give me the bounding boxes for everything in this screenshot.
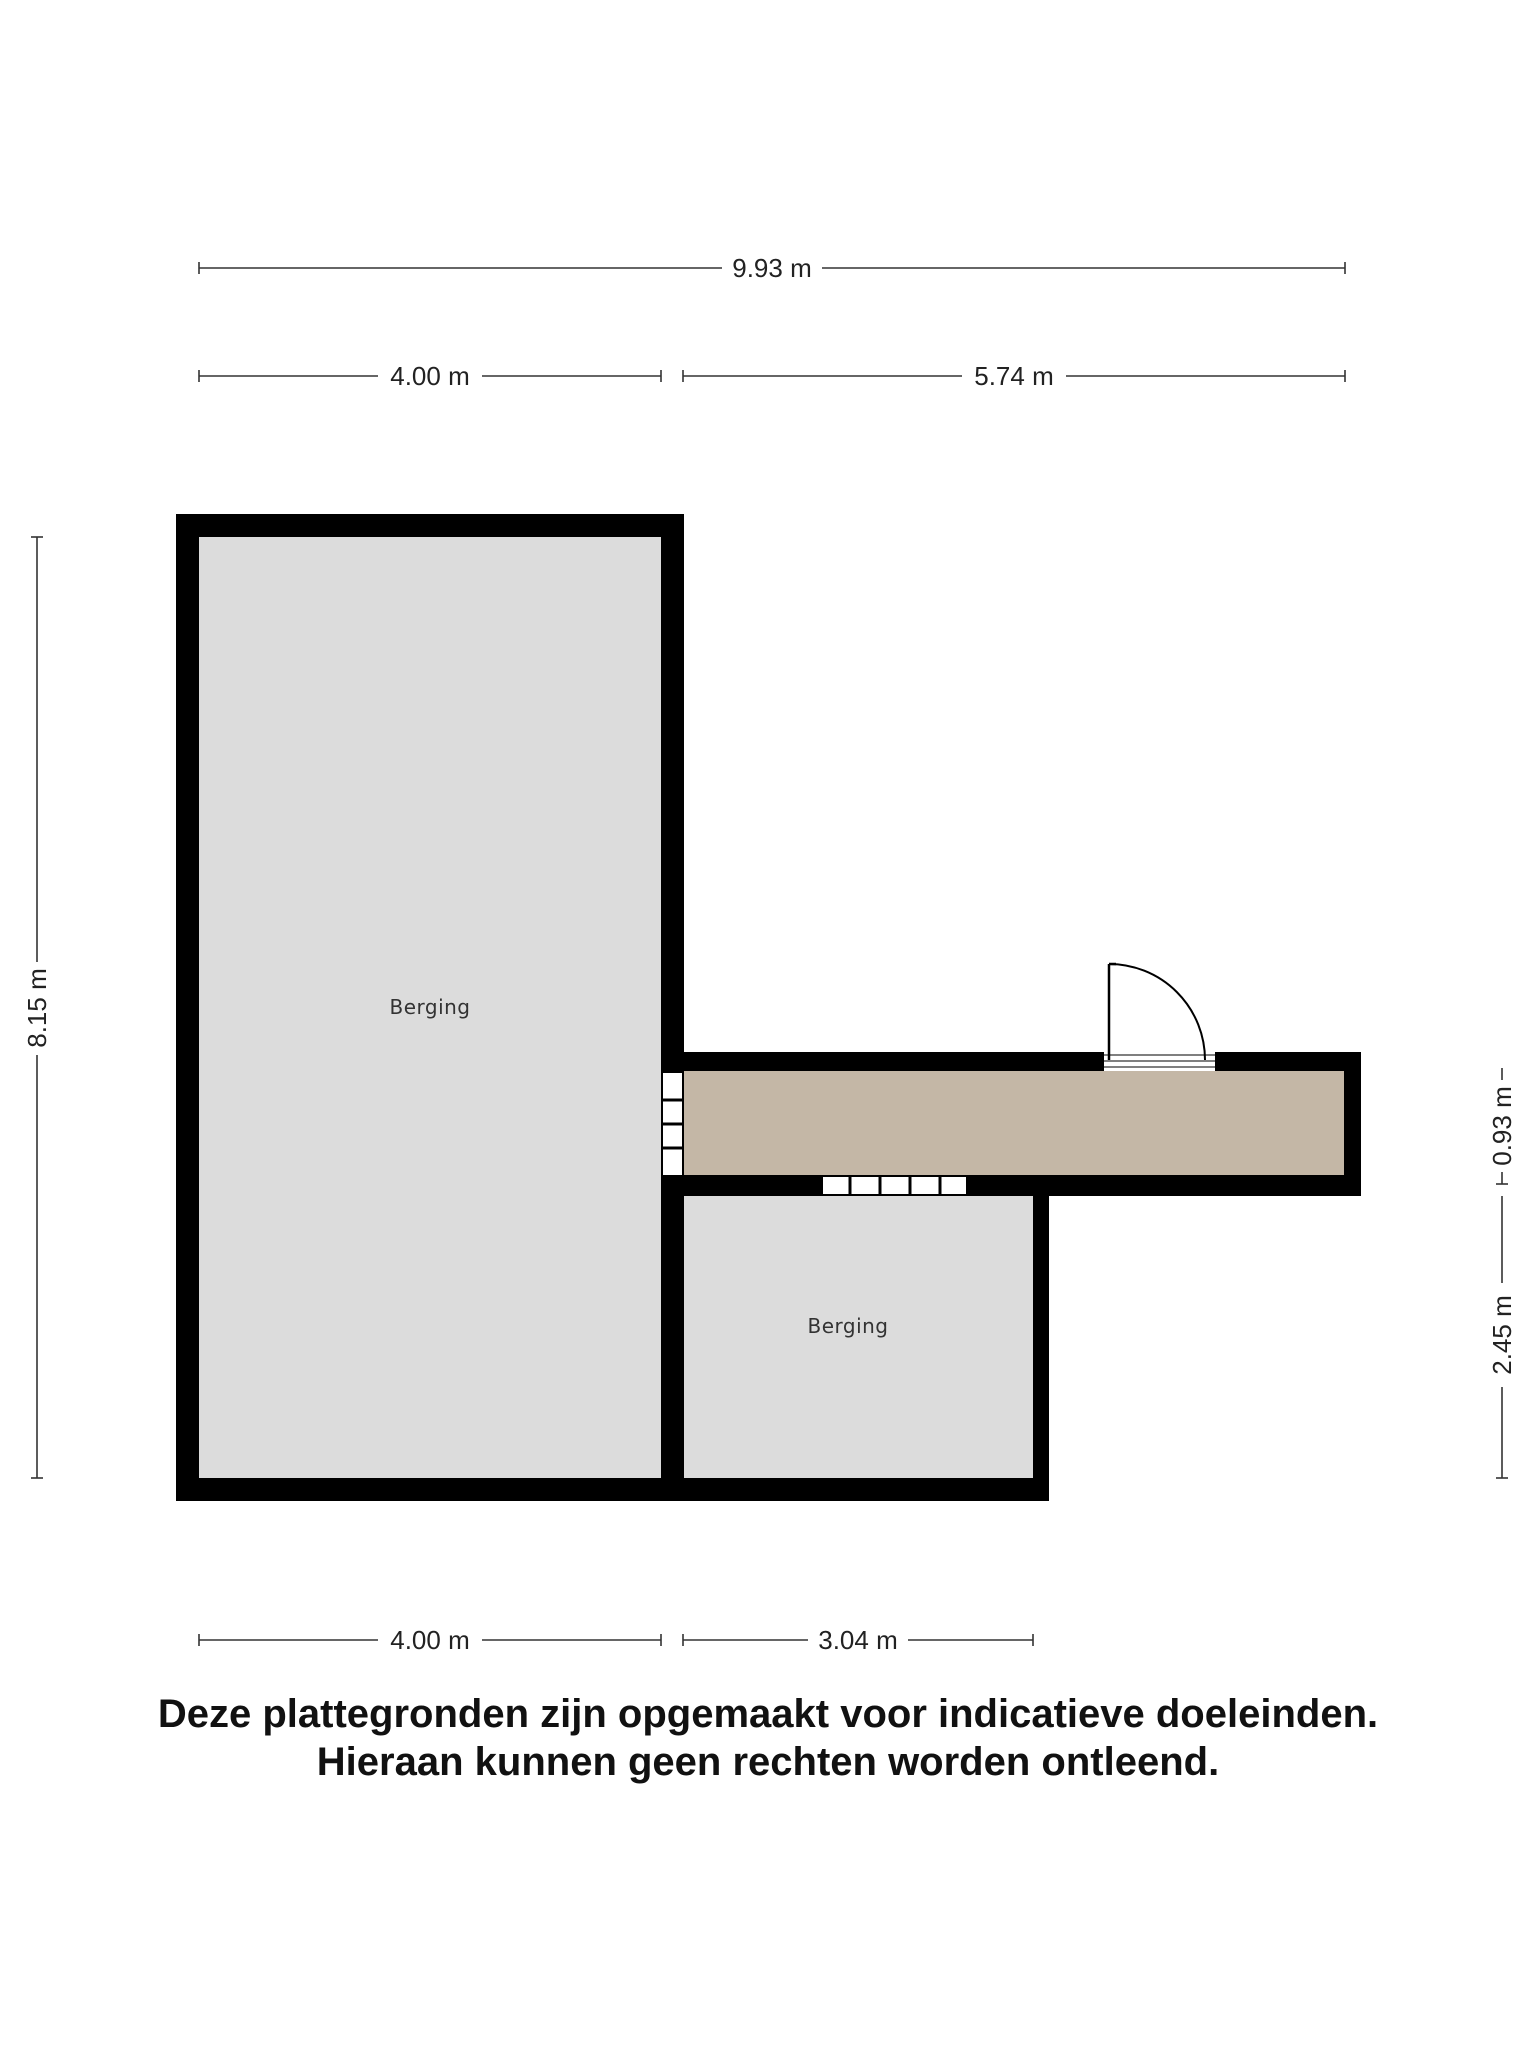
dimension-right-upper — [1487, 1068, 1517, 1184]
disclaimer-line-2: Hieraan kunnen geen rechten worden ontleend. — [316, 1740, 1220, 1784]
large-storage-label: Berging — [389, 995, 471, 1019]
dimension-bottom-right — [683, 1625, 1033, 1655]
dimension-right-upper-label: 0.93 m — [1487, 1086, 1517, 1166]
corridor-floor — [683, 1071, 1344, 1175]
small-storage-label: Berging — [807, 1314, 889, 1338]
dimension-top-right-label: 5.74 m — [974, 361, 1054, 391]
dimension-top-total — [199, 253, 1345, 283]
dimension-top-right — [683, 361, 1345, 391]
dimension-bottom-left-label: 4.00 m — [390, 1625, 470, 1655]
dimension-left-height-label: 8.15 m — [22, 968, 52, 1048]
dimension-right-lower — [1487, 1196, 1517, 1478]
doorway-left-opening — [661, 1073, 684, 1175]
dimension-top-total-label: 9.93 m — [732, 253, 812, 283]
entrance-door — [1104, 964, 1215, 1071]
dimension-left-height — [22, 537, 52, 1478]
dimension-top-left — [199, 361, 661, 391]
disclaimer — [0, 1690, 1536, 1786]
dimension-right-lower-label: 2.45 m — [1487, 1295, 1517, 1375]
disclaimer-line-1: Deze plattegronden zijn opgemaakt voor indicatieve doeleinden. — [157, 1692, 1379, 1736]
dimension-top-left-label: 4.00 m — [390, 361, 470, 391]
dimension-bottom-left — [199, 1625, 661, 1655]
doorway-bottom-opening — [823, 1175, 966, 1196]
dimension-bottom-right-label: 3.04 m — [818, 1625, 898, 1655]
